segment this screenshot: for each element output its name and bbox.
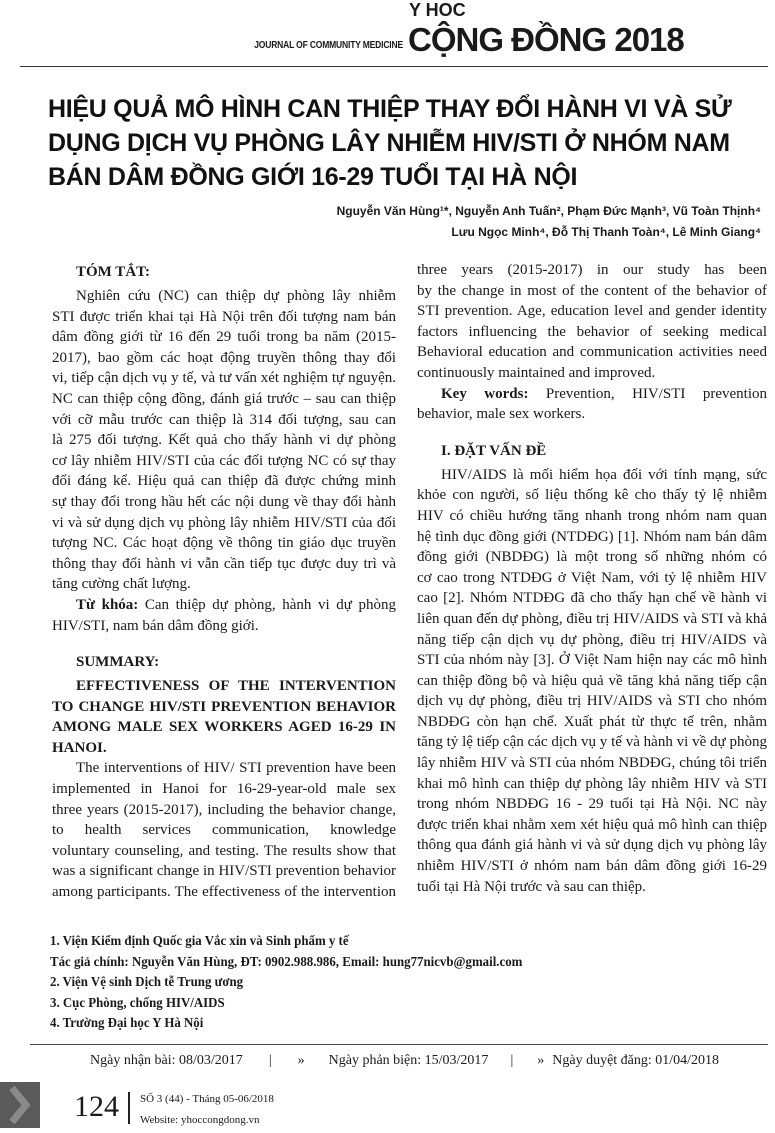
line-text: cao [2]. Nhóm NTDĐG đã cho thấy hạn chế về hành vi	[417, 590, 767, 607]
line-text: lây nhiễm HIV và STI của nhóm NBDĐG, chúng tôi triển	[417, 755, 767, 772]
text-line	[52, 758, 396, 779]
line-text: đổi đáng kể. Hiệu quả can thiệp đã được chứng minh	[52, 473, 396, 490]
authors-line-2: Lưu Ngọc Minh⁴, Đỗ Thị Thanh Toàn⁴, Lê Minh Giang⁴	[451, 225, 761, 239]
line-text: vi, tiếp cận dịch vụ y tế, và tư vấn xét nghiệm tự nguyện.	[52, 370, 396, 387]
text-line	[417, 732, 767, 753]
text-line	[417, 547, 767, 568]
line-text: 2017), bao gồm các hoạt động truyền thông thay đổi	[52, 349, 396, 366]
authors-line-1: Nguyễn Văn Hùng¹*, Nguyễn Anh Tuấn², Phạm Đức Mạnh³, Vũ Toàn Thịnh⁴	[336, 204, 761, 218]
line-text: behavior, male sex workers.	[417, 406, 586, 423]
text-line	[52, 430, 396, 451]
text-line	[417, 588, 767, 609]
text-line	[52, 327, 396, 348]
line-text: by the change in most of the content of the behavior of	[417, 282, 767, 299]
line-text: TO CHANGE HIV/STI PREVENTION BEHAVIOR	[52, 698, 396, 715]
header-divider	[20, 66, 768, 67]
affiliation-line: 4. Trường Đại học Y Hà Nội	[50, 1016, 204, 1031]
review-date: Ngày phản biện: 15/03/2017	[328, 1053, 489, 1068]
line-text: The interventions of HIV/ STI prevention have been	[76, 760, 396, 777]
line-text: AMONG MALE SEX WORKERS AGED 16-29 IN	[52, 719, 396, 736]
line-text: tượng NC. Các hoạt động về thông tin giáo dục truyền	[52, 535, 396, 552]
text-line	[52, 410, 396, 431]
line-text: khai mô hình can thiệp dự phòng lây nhiễm HIV và STI	[417, 775, 767, 792]
text-line	[52, 616, 396, 637]
text-line	[417, 877, 767, 898]
line-text: STI của nhóm này [3]. Ở Việt Nam hiện nay các mô hình	[417, 652, 767, 669]
affiliation-line: Tác giả chính: Nguyễn Văn Hùng, ĐT: 0902.988.986, Email: hung77nicvb@gmail.com	[50, 954, 523, 970]
line-text: continuously maintained and improved.	[417, 364, 656, 381]
line-text: Nghiên cứu (NC) can thiệp dự phòng lây nhiễm	[76, 288, 396, 304]
spacer	[52, 636, 396, 652]
article-dates	[90, 1053, 770, 1069]
line-text: HANOI.	[52, 739, 107, 756]
article-title: HIỆU QUẢ MÔ HÌNH CAN THIỆP THAY ĐỔI HÀNH VI VÀ SỬ DỤNG DỊCH VỤ PHÒNG LÂY NHIỄM HIV/STI Ở NHÓM NAM BÁN DÂM ĐỒNG GIỚI 16-29 TUỔI TẠI HÀ NỘI	[48, 95, 732, 191]
line-text: NC can thiệp cộng đồng, đánh giá trước – sau can thiệp	[52, 390, 396, 407]
accepted-date: Ngày duyệt đăng: 01/04/2018	[552, 1053, 720, 1068]
text-line	[417, 609, 767, 630]
line-text: cơ cao trong NTDĐG ở Việt Nam, với tỷ lệ nhiễm HIV	[417, 569, 767, 586]
issue-info	[140, 1089, 274, 1131]
left-column	[52, 262, 396, 903]
text-line	[417, 650, 767, 671]
text-line	[52, 471, 396, 492]
line-text: năng tiếp cận dịch vụ dự phòng, điều trị HIV/AIDS và	[417, 631, 767, 648]
line-text: HIV có chiều hướng tăng nhanh trong nhóm nam quan	[417, 507, 767, 524]
page-separator	[128, 1092, 130, 1124]
text-line	[52, 595, 396, 616]
line-text: thông thay đổi hành vi vẫn cần tiếp tục được duy trì và	[52, 555, 396, 572]
line-text: was a significant change in HIV/STI prevention behavior	[52, 863, 396, 880]
text-line	[417, 630, 767, 651]
text-line	[52, 533, 396, 554]
line-text: STI được triển khai tại Hà Nội trên đối tượng nam bán	[52, 308, 396, 325]
text-line	[417, 794, 767, 815]
line-text: voluntary counseling, and testing. The results show that	[52, 842, 396, 859]
line-text: hệ tình dục đồng giới (NTDĐG) [1]. Nhóm nam bán dâm	[417, 528, 767, 545]
section-heading: TÓM TẮT:	[76, 264, 151, 280]
separator: |	[510, 1053, 514, 1068]
text-line	[417, 363, 767, 384]
author-list	[337, 201, 761, 243]
line-text: factors influencing the behavior of seeking medical	[417, 323, 767, 340]
line-text: được triển khai nhằm xem xét hiệu quả mô hình can thiệp	[417, 816, 767, 833]
page-number: 124	[74, 1090, 119, 1123]
text-line	[417, 815, 767, 836]
line-text: HIV/STI, nam bán dâm đồng giới.	[52, 617, 259, 634]
arrow-icon: »	[297, 1053, 305, 1068]
affiliations	[50, 932, 522, 1035]
text-line	[52, 492, 396, 513]
received-date: Ngày nhận bài: 08/03/2017	[90, 1053, 243, 1068]
line-text: to health services communication, knowledge	[52, 822, 396, 839]
text-line	[52, 861, 396, 882]
text-line	[417, 712, 767, 733]
line-text: tăng tỷ lệ tiếp cận các dịch vụ y tế và hành vi về dự phòng	[417, 734, 767, 751]
line-text: liên quan đến dự phòng, điều trị HIV/AIDS và STI và khả	[417, 610, 767, 627]
separator: |	[268, 1053, 272, 1068]
journal-brand-main: CỘNG ĐỒNG 2018	[408, 21, 684, 58]
line-text: sự thay đổi trong hầu hết các nội dung về thay đổi hành	[52, 493, 396, 510]
line-text: trong nhóm NBDĐG 16 - 29 tuổi tại Hà Nội. NC này	[417, 796, 767, 813]
line-text: dịch vụ dự phòng, điều trị HIV/AIDS và STI cho nhóm	[417, 693, 767, 710]
text-line	[52, 697, 396, 718]
text-line	[417, 506, 767, 527]
affiliation-line: 2. Viện Vệ sinh Dịch tễ Trung ương	[50, 975, 244, 990]
text-line	[52, 307, 396, 328]
line-text: với cỡ mẫu trước can thiệp là 314 đối tượng, sau can	[52, 411, 396, 428]
text-line	[52, 286, 396, 307]
line-text: implemented in Hanoi for 16-29-year-old male sex	[52, 781, 396, 798]
text-line	[52, 779, 396, 800]
text-line	[52, 676, 396, 697]
text-line	[417, 835, 767, 856]
footer-divider	[30, 1044, 768, 1045]
text-line	[52, 554, 396, 575]
journal-name: JOURNAL OF COMMUNITY MEDICINE	[254, 40, 403, 51]
text-line	[52, 389, 396, 410]
text-line	[52, 820, 396, 841]
spacer	[417, 425, 767, 441]
line-text: EFFECTIVENESS OF THE INTERVENTION	[76, 678, 396, 695]
text-line	[52, 738, 396, 759]
line-text: tăng cường chất lượng.	[52, 576, 191, 593]
line-text: Prevention, HIV/STI prevention	[545, 385, 767, 402]
text-line	[52, 800, 396, 821]
text-line	[417, 384, 767, 405]
line-text: là 275 đối tượng. Kết quả cho thấy hành vi dự phòng	[52, 432, 396, 449]
text-line	[52, 574, 396, 595]
line-text: NBDĐG còn hạn chế. Xuất phát từ thực tế trên, nhằm	[417, 713, 767, 730]
line-text: đồng giới (NBDĐG) là một trong số những nhóm có	[417, 549, 767, 566]
line-text: vi và sử dụng dịch vụ phòng lây nhiễm HIV/STI của đối	[52, 514, 396, 531]
affiliation-line: 1. Viện Kiểm định Quốc gia Vắc xin và Sinh phẩm y tế	[50, 934, 349, 949]
line-text: can thiệp đồng bộ và hiệu quả về tăng khả năng tiếp cận	[417, 672, 767, 689]
line-text: nhiễm HIV/STI ở nhóm nam bán dâm đồng giới 16-29	[417, 858, 767, 875]
line-text: HIV/AIDS là mối hiểm họa đối với tính mạng, sức	[441, 466, 767, 483]
keywords-label: Key words:	[441, 385, 529, 402]
text-line	[52, 513, 396, 534]
text-line	[417, 671, 767, 692]
arrow-icon: »	[537, 1053, 545, 1068]
line-text: dâm đồng giới từ 16 đến 29 tuổi trong ba năm (2015-	[52, 329, 396, 346]
line-text: cơ lây nhiễm HIV/STI của các đối tượng NC có sự thay	[52, 452, 396, 469]
text-line	[417, 342, 767, 363]
text-line	[52, 368, 396, 389]
line-text: STI prevention. Age, education level and gender identity	[417, 303, 767, 320]
text-line	[52, 882, 396, 903]
text-line	[417, 404, 767, 425]
line-text: Behavioral education and communication activities need	[417, 344, 767, 361]
section-heading: I. ĐẶT VẤN ĐỀ	[441, 442, 547, 459]
line-text: among participants. The effectiveness of the intervention	[52, 884, 396, 901]
text-line	[52, 451, 396, 472]
chevron-icon	[0, 1082, 40, 1128]
text-line	[417, 301, 767, 322]
text-line	[417, 753, 767, 774]
website: Website: yhoccongdong.vn	[140, 1114, 260, 1126]
text-line	[417, 774, 767, 795]
line-text: tuổi tại Hà Nội trước và sau can thiệp.	[417, 878, 646, 895]
line-text: three years (2015-2017) in our study has been	[417, 262, 767, 278]
line-text: three years (2015-2017), including the behavior change,	[52, 801, 396, 818]
text-line	[417, 485, 767, 506]
text-line	[52, 841, 396, 862]
line-text: thông qua đánh giá hành vi và sử dụng dịch vụ phòng lây	[417, 837, 767, 854]
text-line	[417, 322, 767, 343]
text-line	[417, 281, 767, 302]
issue-number: SỐ 3 (44) - Tháng 05-06/2018	[140, 1093, 274, 1105]
line-text: khỏe con người, số liệu thống kê cho thấy tỷ lệ nhiễm	[417, 487, 767, 504]
text-line	[417, 568, 767, 589]
text-line	[417, 691, 767, 712]
text-line	[417, 856, 767, 877]
keywords-label: Từ khóa:	[76, 596, 139, 613]
line-text: Can thiệp dự phòng, hành vi dự phòng	[144, 596, 396, 613]
text-line	[417, 260, 767, 281]
section-heading: SUMMARY:	[76, 654, 160, 671]
right-column	[417, 260, 767, 897]
text-line	[417, 465, 767, 486]
text-line	[52, 717, 396, 738]
affiliation-line: 3. Cục Phòng, chống HIV/AIDS	[50, 995, 225, 1011]
journal-brand-top: Y HOC	[409, 0, 466, 20]
text-line	[417, 527, 767, 548]
text-line	[52, 348, 396, 369]
